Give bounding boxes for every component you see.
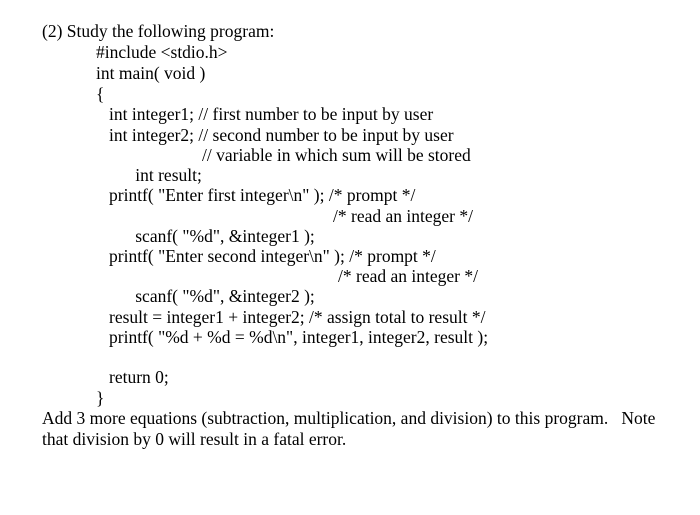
code-printf-first: printf( "Enter first integer\n" ); /* prompt */	[109, 185, 416, 205]
code-open-brace: {	[96, 84, 105, 104]
code-scanf-second-code: scanf( "%d", &integer2 );	[135, 286, 315, 306]
code-include: #include <stdio.h>	[96, 42, 228, 62]
code-printf-second: printf( "Enter second integer\n" ); /* prompt */	[109, 246, 436, 266]
code-decl-result-comment: // variable in which sum will be stored	[202, 145, 471, 165]
code-assign-result: result = integer1 + integer2; /* assign total to result */	[109, 307, 486, 327]
instruction-line-1: Add 3 more equations (subtraction, multiplication, and division) to this program. Note	[42, 408, 656, 428]
instruction-line-2: that division by 0 will result in a fatal error.	[42, 429, 347, 449]
code-scanf-first-code: scanf( "%d", &integer1 );	[135, 226, 315, 246]
code-printf-result: printf( "%d + %d = %d\n", integer1, integer2, result );	[109, 327, 489, 347]
code-return: return 0;	[109, 367, 169, 387]
code-decl-integer1: int integer1; // first number to be input by user	[109, 104, 434, 124]
code-decl-result-code: int result;	[135, 165, 202, 185]
code-scanf-first-comment: /* read an integer */	[333, 206, 473, 226]
code-main-signature: int main( void )	[96, 63, 206, 83]
code-decl-integer2: int integer2; // second number to be input by user	[109, 125, 454, 145]
question-heading: (2) Study the following program:	[42, 21, 275, 41]
code-close-brace: }	[96, 388, 105, 408]
code-scanf-second-comment: /* read an integer */	[338, 266, 478, 286]
